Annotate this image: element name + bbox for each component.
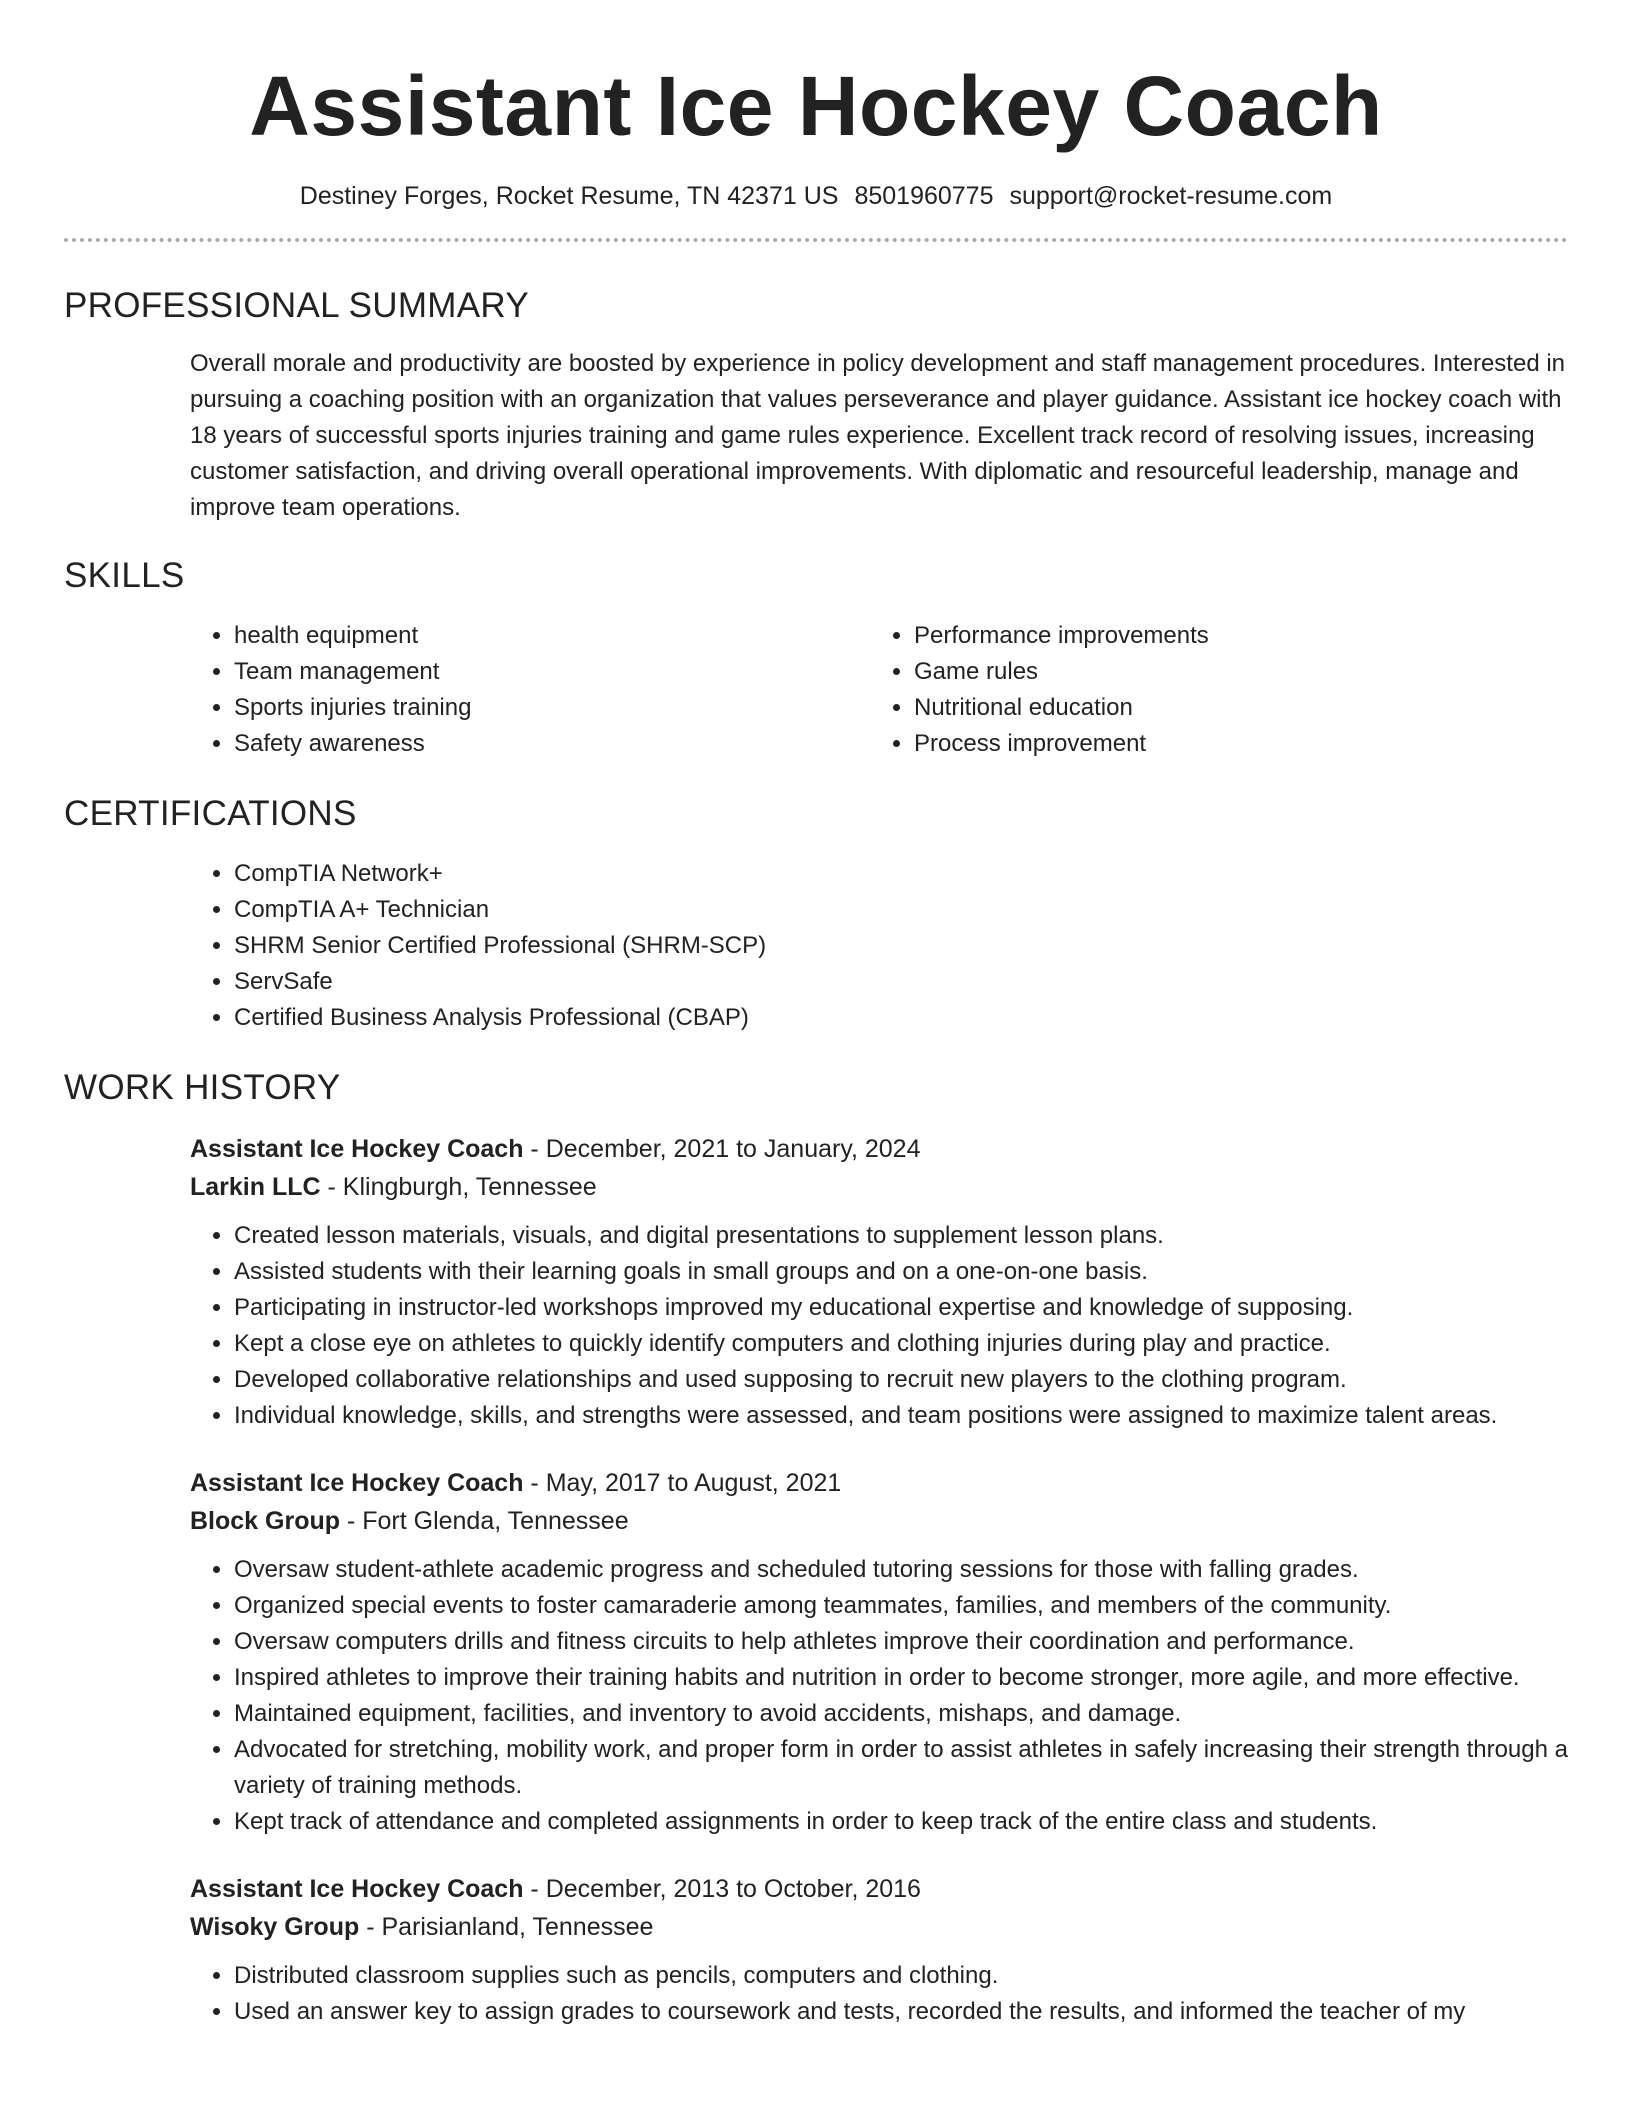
- job-entry: [190, 1870, 1568, 2030]
- job-bullet: • Distributed classroom supplies such as pencils, computers and clothing.: [234, 1958, 1568, 1994]
- job-bullet: • Used an answer key to assign grades to coursework and tests, recorded the results, and informed the teacher of my: [234, 1994, 1568, 2030]
- job-title: Assistant Ice Hockey Coach: [190, 1469, 524, 1497]
- job-bullets: [190, 1552, 1568, 1840]
- certification-item: • CompTIA A+ Technician: [234, 892, 1568, 928]
- job-dates: - December, 2013 to October, 2016: [523, 1875, 921, 1903]
- skills-column-right: [870, 618, 1550, 762]
- job-bullet: • Oversaw computers drills and fitness circuits to help athletes improve their coordination and performance.: [234, 1624, 1568, 1660]
- resume-page: [64, 0, 1568, 2030]
- certifications-heading: CERTIFICATIONS: [64, 794, 357, 833]
- certification-item: • SHRM Senior Certified Professional (SHRM-SCP): [234, 928, 1568, 964]
- resume-title: Assistant Ice Hockey Coach: [249, 59, 1383, 153]
- skill-item: • Game rules: [914, 654, 1550, 690]
- skills-column-left: [190, 618, 870, 762]
- certification-item: • ServSafe: [234, 964, 1568, 1000]
- certification-item: • Certified Business Analysis Professional (CBAP): [234, 1000, 1568, 1036]
- job-bullet: • Kept a close eye on athletes to quickly identify computers and clothing injuries during play and practice.: [234, 1326, 1568, 1362]
- job-bullet: • Participating in instructor-led workshops improved my educational expertise and knowledge of supposing.: [234, 1290, 1568, 1326]
- skill-item: • Nutritional education: [914, 690, 1550, 726]
- job-bullet: • Maintained equipment, facilities, and inventory to avoid accidents, mishaps, and damage.: [234, 1696, 1568, 1732]
- job-bullet: • Individual knowledge, skills, and strengths were assessed, and team positions were assigned to maximize talent areas.: [234, 1398, 1568, 1434]
- job-title-line: [190, 1464, 1568, 1502]
- job-company: Block Group: [190, 1507, 341, 1535]
- skill-item: • Sports injuries training: [234, 690, 870, 726]
- skills-grid: [190, 618, 1568, 762]
- job-bullet: • Advocated for stretching, mobility work, and proper form in order to assist athletes in safely increasing their strength through a variety of training methods.: [234, 1732, 1568, 1804]
- job-bullet: • Inspired athletes to improve their training habits and nutrition in order to become stronger, more agile, and more effective.: [234, 1660, 1568, 1696]
- job-company: Wisoky Group: [190, 1913, 360, 1941]
- job-entry: [190, 1130, 1568, 1434]
- job-location: - Klingburgh, Tennessee: [320, 1173, 597, 1201]
- job-location: - Parisianland, Tennessee: [359, 1913, 654, 1941]
- header-divider: [64, 238, 1568, 242]
- job-title-line: [190, 1130, 1568, 1168]
- job-bullet: • Assisted students with their learning goals in small groups and on a one-on-one basis.: [234, 1254, 1568, 1290]
- job-bullet: • Organized special events to foster camaraderie among teammates, families, and members of the community.: [234, 1588, 1568, 1624]
- skill-item: • Process improvement: [914, 726, 1550, 762]
- certification-item: • CompTIA Network+: [234, 856, 1568, 892]
- summary-section: [64, 284, 1568, 526]
- summary-heading: PROFESSIONAL SUMMARY: [64, 286, 529, 325]
- certifications-section: [64, 792, 1568, 1036]
- skill-item: • Safety awareness: [234, 726, 870, 762]
- skill-item: • Team management: [234, 654, 870, 690]
- job-title-line: [190, 1870, 1568, 1908]
- job-bullets: [190, 1958, 1568, 2030]
- work-history-heading: WORK HISTORY: [64, 1068, 341, 1107]
- job-bullet: • Created lesson materials, visuals, and digital presentations to supplement lesson plans.: [234, 1218, 1568, 1254]
- job-bullet: • Developed collaborative relationships and used supposing to recruit new players to the clothing program.: [234, 1362, 1568, 1398]
- job-title: Assistant Ice Hockey Coach: [190, 1135, 524, 1163]
- job-company-line: [190, 1168, 1568, 1206]
- skills-section: [64, 554, 1568, 762]
- job-company-line: [190, 1908, 1568, 1946]
- summary-text: Overall morale and productivity are boosted by experience in policy development and staff management procedures. Interested in pursuing a coaching position with an organization that values perseverance and player guidance. Assistant ice hockey coach with 18 years of successful sports injuries training and game rules experience. Excellent track record of resolving issues, increasing customer satisfaction, and driving overall operational improvements. With diplomatic and resourceful leadership, manage and improve team operations.: [190, 350, 1566, 521]
- contact-address: Destiney Forges, Rocket Resume, TN 42371 US: [299, 182, 839, 210]
- job-bullet: • Oversaw student-athlete academic progress and scheduled tutoring sessions for those with falling grades.: [234, 1552, 1568, 1588]
- skill-item: • health equipment: [234, 618, 870, 654]
- job-bullet: • Kept track of attendance and completed assignments in order to keep track of the entire class and students.: [234, 1804, 1568, 1840]
- job-bullets: [190, 1218, 1568, 1434]
- job-entry: [190, 1464, 1568, 1840]
- certifications-body: [190, 856, 1568, 1036]
- job-company: Larkin LLC: [190, 1173, 321, 1201]
- contact-phone: 8501960775: [854, 182, 994, 210]
- work-history-body: [190, 1130, 1568, 2030]
- job-dates: - December, 2021 to January, 2024: [523, 1135, 921, 1163]
- job-title: Assistant Ice Hockey Coach: [190, 1875, 524, 1903]
- job-location: - Fort Glenda, Tennessee: [340, 1507, 629, 1535]
- job-company-line: [190, 1502, 1568, 1540]
- summary-body: [190, 346, 1568, 526]
- contact-line: [64, 180, 1568, 212]
- job-dates: - May, 2017 to August, 2021: [523, 1469, 842, 1497]
- work-history-section: [64, 1066, 1568, 2030]
- skill-item: • Performance improvements: [914, 618, 1550, 654]
- skills-heading: SKILLS: [64, 556, 185, 595]
- contact-email: support@rocket-resume.com: [1009, 182, 1333, 210]
